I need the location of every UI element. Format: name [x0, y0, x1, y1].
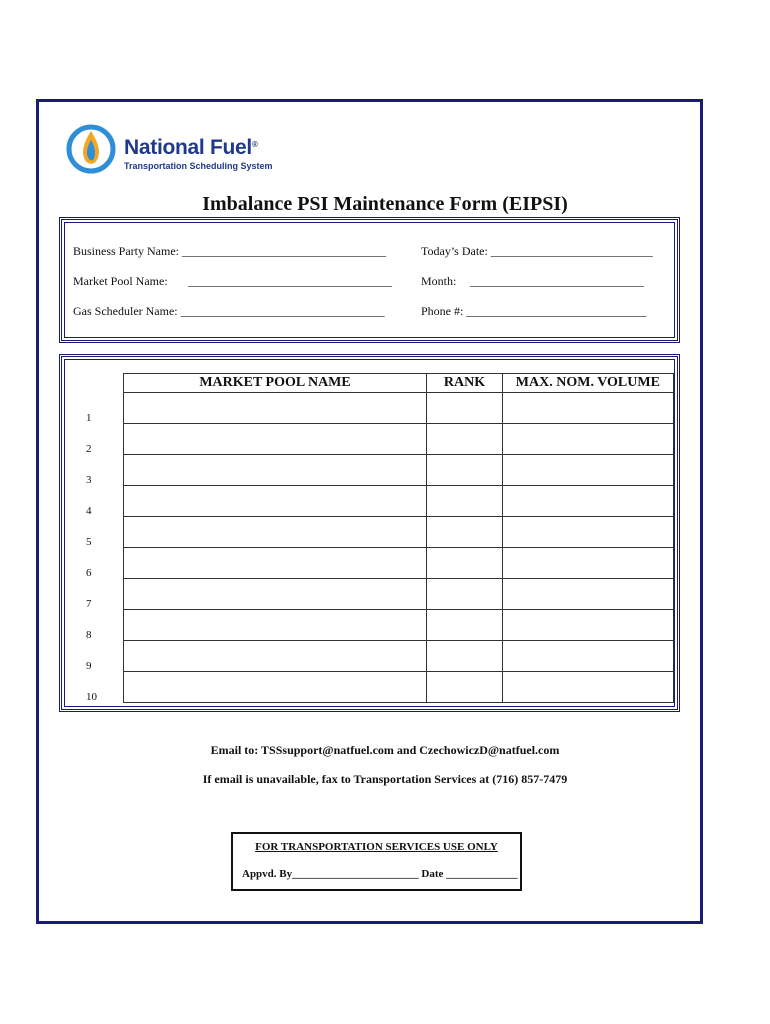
table-row: [69, 424, 674, 455]
rank-cell[interactable]: [427, 641, 503, 672]
table-row: [69, 641, 674, 672]
table-row: [69, 610, 674, 641]
rank-header: RANK: [427, 374, 503, 393]
gas-scheduler-field[interactable]: Gas Scheduler Name: __________________________________: [73, 304, 385, 318]
month-label: Month:: [421, 274, 457, 288]
rank-cell[interactable]: [427, 517, 503, 548]
max-nom-volume-cell[interactable]: [502, 393, 673, 424]
phone-field[interactable]: Phone #: ______________________________: [421, 304, 647, 318]
rank-cell[interactable]: [427, 548, 503, 579]
market-pool-field[interactable]: __________________________________: [188, 274, 392, 288]
table-row: [69, 517, 674, 548]
table-row: [69, 486, 674, 517]
rank-cell[interactable]: [427, 610, 503, 641]
row-number: 4: [69, 486, 123, 517]
market-pool-name-cell[interactable]: [123, 424, 426, 455]
market-pool-name-header: MARKET POOL NAME: [123, 374, 426, 393]
table-row: [69, 548, 674, 579]
logo-name: National Fuel®: [124, 136, 258, 159]
rank-cell[interactable]: [427, 486, 503, 517]
market-pool-table: [69, 373, 674, 703]
row-number: 10: [69, 672, 123, 703]
table-header-row: [69, 374, 674, 393]
row-number: 8: [69, 610, 123, 641]
fax-instructions: If email is unavailable, fax to Transportation Services at (716) 857-7479: [202, 772, 568, 786]
max-nom-volume-cell[interactable]: [502, 610, 673, 641]
row-number: 7: [69, 579, 123, 610]
market-pool-name-cell[interactable]: [123, 548, 426, 579]
market-pool-name-cell[interactable]: [123, 641, 426, 672]
rank-cell[interactable]: [427, 424, 503, 455]
table-row: [69, 393, 674, 424]
office-use-title: FOR TRANSPORTATION SERVICES USE ONLY: [255, 841, 498, 853]
market-pool-name-cell[interactable]: [123, 393, 426, 424]
max-nom-volume-cell[interactable]: [502, 424, 673, 455]
table-row: [69, 672, 674, 703]
rank-cell[interactable]: [427, 455, 503, 486]
market-pool-name-cell[interactable]: [123, 672, 426, 703]
email-instructions: Email to: TSSsupport@natfuel.com and CzechowiczD@natfuel.com: [210, 743, 560, 757]
row-number: 9: [69, 641, 123, 672]
max-nom-volume-cell[interactable]: [502, 486, 673, 517]
max-nom-volume-cell[interactable]: [502, 579, 673, 610]
market-pool-label: Market Pool Name:: [73, 274, 168, 288]
flame-icon: [69, 127, 113, 171]
row-number: 1: [69, 393, 123, 424]
office-use-box: [231, 832, 522, 891]
market-pool-name-cell[interactable]: [123, 455, 426, 486]
max-nom-volume-cell[interactable]: [502, 641, 673, 672]
logo-text: [124, 136, 273, 171]
row-number: 6: [69, 548, 123, 579]
table-row: [69, 455, 674, 486]
business-party-field[interactable]: Business Party Name: __________________________________: [73, 244, 386, 258]
rank-cell[interactable]: [427, 579, 503, 610]
logo-tagline: Transportation Scheduling System: [124, 161, 273, 171]
rank-cell[interactable]: [427, 672, 503, 703]
max-nom-volume-cell[interactable]: [502, 517, 673, 548]
table-row: [69, 579, 674, 610]
approval-fields[interactable]: Appvd. By_______________________ Date _____________: [242, 868, 518, 880]
row-number: 5: [69, 517, 123, 548]
max-nom-volume-cell[interactable]: [502, 455, 673, 486]
max-nom-volume-header: MAX. NOM. VOLUME: [502, 374, 673, 393]
todays-date-field[interactable]: Today’s Date: ___________________________: [421, 244, 653, 258]
form-title: Imbalance PSI Maintenance Form (EIPSI): [202, 193, 568, 215]
row-number: 2: [69, 424, 123, 455]
month-field[interactable]: _____________________________: [470, 274, 644, 288]
market-pool-name-cell[interactable]: [123, 517, 426, 548]
row-number: 3: [69, 455, 123, 486]
market-pool-name-cell[interactable]: [123, 579, 426, 610]
rank-cell[interactable]: [427, 393, 503, 424]
market-pool-name-cell[interactable]: [123, 610, 426, 641]
row-number-header: [69, 374, 123, 393]
market-pool-name-cell[interactable]: [123, 486, 426, 517]
max-nom-volume-cell[interactable]: [502, 548, 673, 579]
max-nom-volume-cell[interactable]: [502, 672, 673, 703]
